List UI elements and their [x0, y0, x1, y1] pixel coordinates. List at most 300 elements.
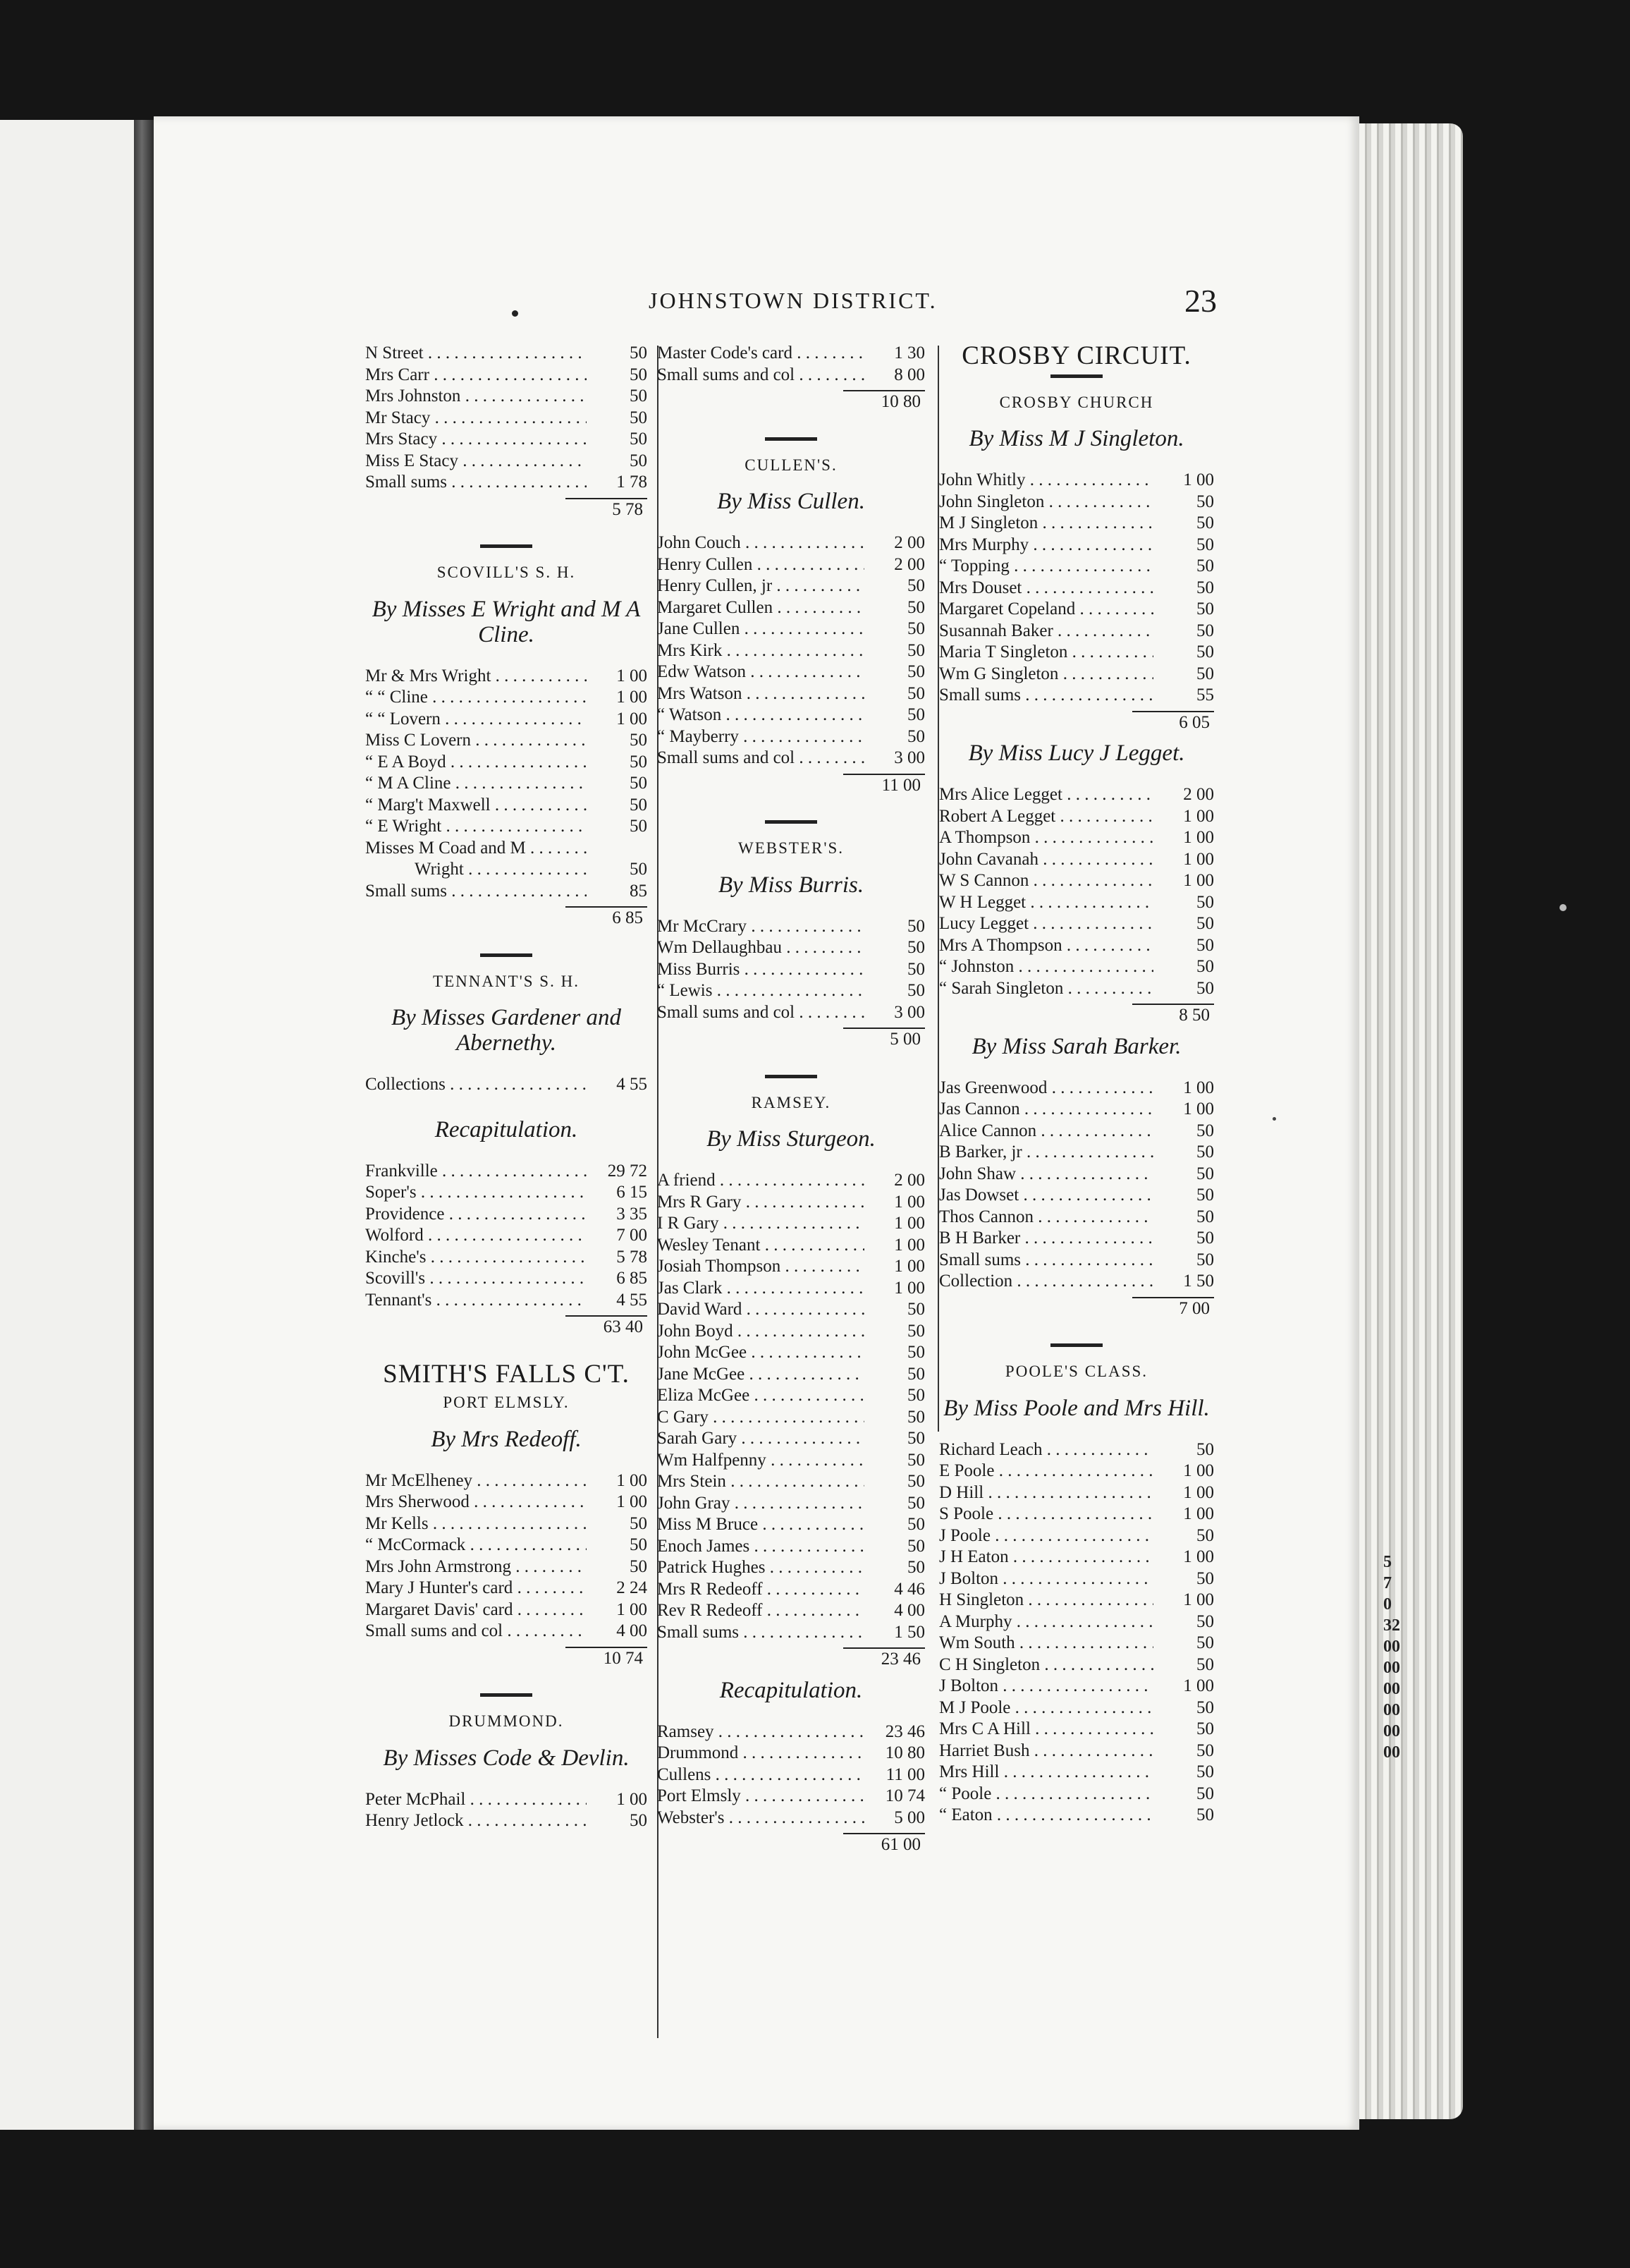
ledger-entry — [939, 1207, 1214, 1228]
ledger-entry — [657, 640, 925, 662]
entry-amount: 4 55 — [616, 1075, 647, 1094]
collector-line: By Misses Gardener and Abernethy. — [391, 1005, 621, 1056]
entry-list — [365, 666, 647, 903]
entry-name: Robert A Legget . . . — [939, 806, 1153, 828]
entry-amount: 50 — [1196, 1164, 1214, 1183]
entry-amount: 4 46 — [894, 1579, 925, 1599]
subtotal: 11 00 — [843, 774, 925, 797]
entry-amount: 50 — [907, 1300, 925, 1319]
ledger-entry — [657, 1557, 925, 1579]
entry-name: “ Lewis . . . — [657, 980, 864, 1002]
ledger-entry — [365, 343, 647, 365]
entry-amount: 50 — [1196, 1185, 1214, 1205]
entry-list — [657, 532, 925, 769]
entry-name: Frankville . . . — [365, 1161, 587, 1183]
entry-amount: 50 — [1196, 1697, 1214, 1717]
entry-amount: 50 — [630, 774, 647, 793]
entry-name: Port Elmsly . . . — [657, 1786, 864, 1807]
collector-line: By Miss Cullen. — [717, 489, 865, 514]
entry-amount: 50 — [1196, 1805, 1214, 1824]
entry-amount: 1 00 — [894, 1235, 925, 1255]
entry-amount: 4 00 — [616, 1621, 647, 1640]
ledger-entry — [657, 1385, 925, 1407]
section-title: PORT ELMSLY. — [443, 1394, 570, 1411]
ledger-entry — [657, 1600, 925, 1622]
ledger-entry — [657, 1786, 925, 1807]
entry-name: A Thompson . . . — [939, 827, 1153, 849]
entry-name: Miss E Stacy . . . — [365, 451, 587, 472]
entry-amount: 50 — [630, 731, 647, 750]
entry-amount: 50 — [1196, 513, 1214, 532]
entry-amount: 50 — [907, 597, 925, 617]
subtotal: 23 46 — [843, 1647, 925, 1671]
entry-name: “ M A Cline . . . — [365, 773, 587, 795]
section-rule — [765, 437, 817, 441]
entry-name: “ Mayberry . . . — [657, 726, 864, 748]
subtotal: 61 00 — [843, 1833, 925, 1856]
ledger-entry — [657, 959, 925, 981]
entry-name: Margaret Copeland . . . — [939, 599, 1153, 621]
ledger-entry — [939, 1164, 1214, 1185]
entry-name: M J Poole . . . — [939, 1697, 1153, 1719]
entry-name: Jas Clark . . . — [657, 1278, 864, 1300]
entry-amount: 23 46 — [885, 1721, 925, 1741]
ledger-entry — [657, 1170, 925, 1192]
entry-name: John Whitly . . . — [939, 470, 1153, 492]
subtotal: 5 00 — [843, 1028, 925, 1051]
ledger-entry — [939, 1142, 1214, 1164]
ledger-entry — [939, 1121, 1214, 1142]
entry-amount: 50 — [1196, 556, 1214, 575]
circuit-title: CROSBY CIRCUIT. — [962, 341, 1191, 370]
facing-page — [0, 120, 134, 2130]
entry-amount: 10 80 — [885, 1743, 925, 1762]
entry-name: Master Code's card . . . — [657, 343, 864, 365]
section-rule — [765, 820, 817, 824]
entry-amount: 50 — [1196, 642, 1214, 662]
ledger-entry — [657, 1493, 925, 1515]
ledger-entry — [939, 1078, 1214, 1099]
ledger-entry — [657, 532, 925, 554]
column-1 — [365, 343, 647, 1832]
entry-list — [657, 1170, 925, 1643]
ledger-entry — [939, 1740, 1214, 1762]
ledger-entry — [939, 1250, 1214, 1272]
collector-line: By Miss Lucy J Legget. — [968, 740, 1185, 766]
ledger-entry — [939, 1482, 1214, 1504]
entry-amount: 50 — [1196, 957, 1214, 976]
entry-name: Mary J Hunter's card . . . — [365, 1578, 587, 1599]
ledger-entry — [939, 1228, 1214, 1250]
entry-amount: 50 — [1196, 1611, 1214, 1631]
entry-amount: 2 00 — [894, 533, 925, 552]
entry-name: Thos Cannon . . . — [939, 1207, 1153, 1228]
entry-name: Small sums . . . — [365, 881, 587, 903]
entry-name: Misses M Coad and M . . . — [365, 838, 587, 860]
entry-amount: 50 — [630, 817, 647, 836]
ledger-entry — [657, 980, 925, 1002]
entry-name: W S Cannon . . . — [939, 870, 1153, 892]
entry-amount: 50 — [1196, 1784, 1214, 1803]
entry-amount: 50 — [907, 1386, 925, 1405]
entry-name: Ramsey . . . — [657, 1721, 864, 1743]
ledger-entry — [365, 1535, 647, 1556]
ledger-entry — [939, 870, 1214, 892]
entry-name: Small sums and col . . . — [657, 1002, 864, 1024]
entry-name: “ E A Boyd . . . — [365, 752, 587, 774]
ledger-entry — [657, 916, 925, 938]
edge-number: 00 — [1383, 1659, 1400, 1677]
entry-amount: 50 — [630, 1535, 647, 1554]
ledger-entry — [657, 1213, 925, 1235]
subtotal: 6 05 — [1132, 711, 1214, 734]
entry-amount: 50 — [630, 365, 647, 384]
ledger-entry — [657, 343, 925, 365]
entry-list — [365, 1470, 647, 1642]
entry-amount: 50 — [1196, 1762, 1214, 1781]
entry-name: D Hill . . . — [939, 1482, 1153, 1504]
ledger-entry — [365, 859, 647, 881]
ledger-entry — [365, 1290, 647, 1312]
entry-name: Wesley Tenant . . . — [657, 1235, 864, 1257]
entry-name: Small sums and col . . . — [365, 1621, 587, 1642]
ledger-entry — [657, 1514, 925, 1536]
entry-amount: 50 — [1196, 578, 1214, 597]
entry-name: Mr & Mrs Wright . . . — [365, 666, 587, 688]
entry-name: B Barker, jr . . . — [939, 1142, 1153, 1164]
ledger-entry — [657, 1235, 925, 1257]
entry-name: Rev R Redeoff . . . — [657, 1600, 864, 1622]
speck — [1273, 1117, 1276, 1121]
entry-amount: 50 — [630, 860, 647, 879]
ledger-entry — [657, 1807, 925, 1829]
entry-list — [939, 784, 1214, 999]
entry-amount: 7 00 — [616, 1226, 647, 1245]
ledger-entry — [657, 748, 925, 769]
collector-line: By Miss Sarah Barker. — [972, 1033, 1182, 1059]
ledger-entry — [365, 1161, 647, 1183]
entry-name: Mrs John Armstrong . . . — [365, 1556, 587, 1578]
entry-list — [365, 1161, 647, 1312]
ledger-entry — [657, 1428, 925, 1450]
entry-name: Mrs R Redeoff . . . — [657, 1579, 864, 1601]
entry-amount: 50 — [907, 959, 925, 979]
entry-name: John Singleton . . . — [939, 492, 1153, 513]
entry-name: Henry Cullen . . . — [657, 554, 864, 576]
ledger-entry — [657, 1278, 925, 1300]
entry-name: A Murphy . . . — [939, 1611, 1153, 1633]
entry-amount: 50 — [907, 705, 925, 724]
recap-title: Recapitulation. — [434, 1116, 578, 1142]
entry-name: Cullens . . . — [657, 1764, 864, 1786]
entry-name: Small sums . . . — [939, 1250, 1153, 1272]
page-edges-stack — [1343, 123, 1463, 2119]
subtotal: 7 00 — [1132, 1297, 1214, 1320]
entry-name: Mrs Hill . . . — [939, 1762, 1153, 1784]
entry-amount: 50 — [1196, 914, 1214, 933]
ledger-entry — [939, 535, 1214, 556]
entry-name: Mrs Stacy . . . — [365, 429, 587, 451]
entry-name: J Bolton . . . — [939, 1676, 1153, 1697]
entry-name: “ Marg't Maxwell . . . — [365, 795, 587, 817]
ledger-entry — [939, 784, 1214, 806]
entry-amount: 50 — [630, 451, 647, 470]
entry-amount: 50 — [907, 938, 925, 957]
entry-name: Small sums . . . — [939, 685, 1153, 707]
entry-name: Mrs Carr . . . — [365, 365, 587, 386]
entry-name: A friend . . . — [657, 1170, 864, 1192]
ledger-entry — [365, 1789, 647, 1811]
entry-amount: 50 — [1196, 1740, 1214, 1760]
entry-name: Mr Kells . . . — [365, 1513, 587, 1535]
ledger-entry — [657, 1364, 925, 1386]
entry-amount: 1 00 — [1183, 828, 1214, 847]
entry-name: B H Barker . . . — [939, 1228, 1153, 1250]
entry-name: E Poole . . . — [939, 1461, 1153, 1482]
ledger-entry — [939, 1504, 1214, 1525]
entry-name: Mrs Johnston . . . — [365, 386, 587, 408]
entry-amount: 11 00 — [886, 1764, 925, 1784]
ledger-entry — [657, 662, 925, 683]
entry-name: Mrs Douset . . . — [939, 578, 1153, 599]
entry-name: Maria T Singleton . . . — [939, 642, 1153, 664]
ledger-entry — [365, 709, 647, 731]
edge-number: 00 — [1383, 1638, 1400, 1656]
entry-name: Webster's . . . — [657, 1807, 864, 1829]
entry-name: Jas Dowset . . . — [939, 1185, 1153, 1207]
entry-name: Wm South . . . — [939, 1633, 1153, 1654]
ledger-entry — [939, 1547, 1214, 1568]
entry-amount: 50 — [630, 752, 647, 772]
ledger-entry — [365, 386, 647, 408]
ledger-entry — [365, 795, 647, 817]
entry-amount: 50 — [1196, 1142, 1214, 1162]
entry-name: Mrs C A Hill . . . — [939, 1719, 1153, 1740]
ledger-entry — [657, 1764, 925, 1786]
subtotal: 63 40 — [565, 1315, 647, 1339]
ledger-entry — [939, 685, 1214, 707]
entry-amount: 3 35 — [616, 1204, 647, 1224]
entry-amount: 1 00 — [1183, 1590, 1214, 1609]
ledger-entry — [365, 1556, 647, 1578]
entry-name: Jane McGee . . . — [657, 1364, 864, 1386]
entry-amount: 50 — [1196, 892, 1214, 912]
ledger-entry — [365, 881, 647, 903]
entry-name: Miss C Lovern . . . — [365, 730, 587, 752]
ledger-entry — [939, 1271, 1214, 1293]
edge-number: 5 — [1383, 1553, 1392, 1571]
entry-amount: 1 00 — [1183, 871, 1214, 890]
entry-name: Lucy Legget . . . — [939, 913, 1153, 935]
column-2 — [657, 343, 925, 1863]
entry-amount: 50 — [907, 1450, 925, 1470]
entry-amount: 1 00 — [1183, 849, 1214, 869]
entry-amount: 50 — [1196, 664, 1214, 683]
collector-line: By Misses E Wright and M A Cline. — [372, 596, 641, 647]
ledger-entry — [939, 1784, 1214, 1805]
ledger-entry — [365, 1470, 647, 1492]
ledger-entry — [365, 1247, 647, 1269]
entry-list — [939, 470, 1214, 707]
ledger-entry — [365, 687, 647, 709]
entry-name: Patrick Hughes . . . — [657, 1557, 864, 1579]
entry-name: John Couch . . . — [657, 532, 864, 554]
entry-name: Wolford . . . — [365, 1225, 587, 1247]
entry-amount: 3 00 — [894, 1002, 925, 1022]
edge-number: 00 — [1383, 1743, 1400, 1762]
ledger-entry — [657, 1407, 925, 1429]
entry-amount: 3 00 — [894, 748, 925, 767]
edge-number: 00 — [1383, 1722, 1400, 1740]
entry-name: J Bolton . . . — [939, 1568, 1153, 1590]
entry-name: Kinche's . . . — [365, 1247, 587, 1269]
entry-name: Mrs Alice Legget . . . — [939, 784, 1153, 806]
entry-amount: 29 72 — [607, 1161, 647, 1181]
entry-amount: 50 — [1196, 492, 1214, 511]
entry-list — [657, 916, 925, 1024]
entry-amount: 50 — [630, 408, 647, 427]
ledger-entry — [939, 664, 1214, 685]
ledger-entry — [657, 726, 925, 748]
subtotal: 8 50 — [1132, 1004, 1214, 1027]
entry-amount: 50 — [907, 683, 925, 703]
circuit-title: SMITH'S FALLS C'T. — [383, 1359, 630, 1389]
ledger-entry — [365, 365, 647, 386]
entry-name: Henry Jetlock . . . — [365, 1810, 587, 1832]
entry-name: Mr Stacy . . . — [365, 408, 587, 429]
entry-name: J Poole . . . — [939, 1525, 1153, 1547]
entry-amount: 50 — [630, 429, 647, 449]
entry-amount: 50 — [1196, 1207, 1214, 1226]
entry-name: Mrs Watson . . . — [657, 683, 864, 705]
entry-amount: 1 00 — [616, 1789, 647, 1809]
ledger-entry — [657, 1743, 925, 1764]
entry-name: Richard Leach . . . — [939, 1439, 1153, 1461]
entry-amount: 1 00 — [616, 709, 647, 728]
ledger-entry — [657, 1721, 925, 1743]
column-3 — [939, 343, 1214, 1827]
recap-title: Recapitulation. — [719, 1677, 863, 1703]
entry-name: John Boyd . . . — [657, 1321, 864, 1343]
entry-name: Wm G Singleton . . . — [939, 664, 1153, 685]
ledger-entry — [365, 1492, 647, 1513]
ledger-entry — [365, 730, 647, 752]
edge-number: 00 — [1383, 1680, 1400, 1698]
entry-amount: 1 00 — [894, 1257, 925, 1276]
entry-amount: 4 00 — [894, 1601, 925, 1620]
section-title: POOLE'S CLASS. — [1005, 1362, 1148, 1380]
entry-amount: 50 — [630, 1811, 647, 1830]
section-title: CULLEN'S. — [744, 456, 838, 474]
entry-name: Drummond . . . — [657, 1743, 864, 1764]
ledger-entry — [939, 892, 1214, 914]
entry-name: Small sums . . . — [365, 472, 587, 494]
entry-amount: 1 00 — [894, 1214, 925, 1233]
collector-line: By Miss Poole and Mrs Hill. — [943, 1395, 1210, 1421]
entry-amount: 6 15 — [616, 1183, 647, 1202]
entry-name: Scovill's . . . — [365, 1268, 587, 1290]
collector-line: By Misses Code & Devlin. — [383, 1745, 630, 1771]
entry-name: Small sums . . . — [657, 1622, 864, 1644]
ledger-entry — [657, 1622, 925, 1644]
entry-amount: 50 — [1196, 1250, 1214, 1269]
ledger-entry — [365, 666, 647, 688]
entry-amount: 1 00 — [616, 688, 647, 707]
section-rule — [480, 953, 532, 957]
subtotal: 5 78 — [565, 498, 647, 521]
ledger-entry — [365, 408, 647, 429]
entry-amount: 2 00 — [1183, 785, 1214, 804]
entry-name: “ “ Cline . . . — [365, 687, 587, 709]
entry-amount: 1 00 — [1183, 1676, 1214, 1695]
entry-name: Josiah Thompson . . . — [657, 1256, 864, 1278]
entry-amount: 1 00 — [1183, 1504, 1214, 1523]
ledger-entry — [365, 816, 647, 838]
entry-name: “ Topping . . . — [939, 556, 1153, 578]
entry-name: Soper's . . . — [365, 1182, 587, 1204]
ledger-entry — [939, 556, 1214, 578]
ledger-entry — [939, 1568, 1214, 1590]
entry-name: Wm Halfpenny . . . — [657, 1450, 864, 1472]
entry-name: Collection . . . — [939, 1271, 1153, 1293]
entry-amount: 50 — [1196, 599, 1214, 618]
section-rule — [765, 1075, 817, 1078]
edge-number: 7 — [1383, 1574, 1392, 1592]
ledger-entry — [939, 806, 1214, 828]
entry-name: Tennant's . . . — [365, 1290, 587, 1312]
entry-amount: 50 — [630, 1556, 647, 1576]
entry-amount: 1 00 — [616, 1599, 647, 1619]
entry-name: John McGee . . . — [657, 1342, 864, 1364]
edge-number: 00 — [1383, 1701, 1400, 1719]
ledger-entry — [365, 1268, 647, 1290]
ledger-entry — [939, 1654, 1214, 1676]
entry-name: C H Singleton . . . — [939, 1654, 1153, 1676]
entry-name: M J Singleton . . . — [939, 513, 1153, 535]
entry-name: John Cavanah . . . — [939, 849, 1153, 871]
ledger-entry — [657, 1471, 925, 1493]
entry-amount: 50 — [907, 640, 925, 660]
ledger-entry — [657, 1256, 925, 1278]
ledger-entry — [939, 492, 1214, 513]
ledger-entry — [657, 554, 925, 576]
entry-name: C Gary . . . — [657, 1407, 864, 1429]
entry-name: Wm Dellaughbau . . . — [657, 937, 864, 959]
entry-amount: 2 24 — [616, 1578, 647, 1597]
subtotal: 6 85 — [565, 906, 647, 929]
ledger-entry — [365, 472, 647, 494]
section-title: WEBSTER'S. — [737, 839, 844, 857]
ledger-entry — [939, 1762, 1214, 1784]
entry-name: Mr McCrary . . . — [657, 916, 864, 938]
entry-name: H Singleton . . . — [939, 1590, 1153, 1611]
ledger-entry — [657, 618, 925, 640]
collector-line: By Miss Sturgeon. — [706, 1126, 876, 1152]
subtotal: 10 74 — [565, 1647, 647, 1670]
entry-amount: 50 — [1196, 535, 1214, 554]
ledger-entry — [939, 578, 1214, 599]
ledger-entry — [657, 705, 925, 726]
ledger-entry — [365, 429, 647, 451]
entry-name: Susannah Baker . . . — [939, 621, 1153, 642]
entry-amount: 50 — [1196, 1568, 1214, 1588]
ledger-entry — [365, 752, 647, 774]
entry-name: Small sums and col . . . — [657, 748, 864, 769]
ledger-entry — [939, 1611, 1214, 1633]
entry-name: “ Sarah Singleton . . . — [939, 978, 1153, 1000]
ledger-entry — [365, 1599, 647, 1621]
entry-name: Providence . . . — [365, 1204, 587, 1226]
